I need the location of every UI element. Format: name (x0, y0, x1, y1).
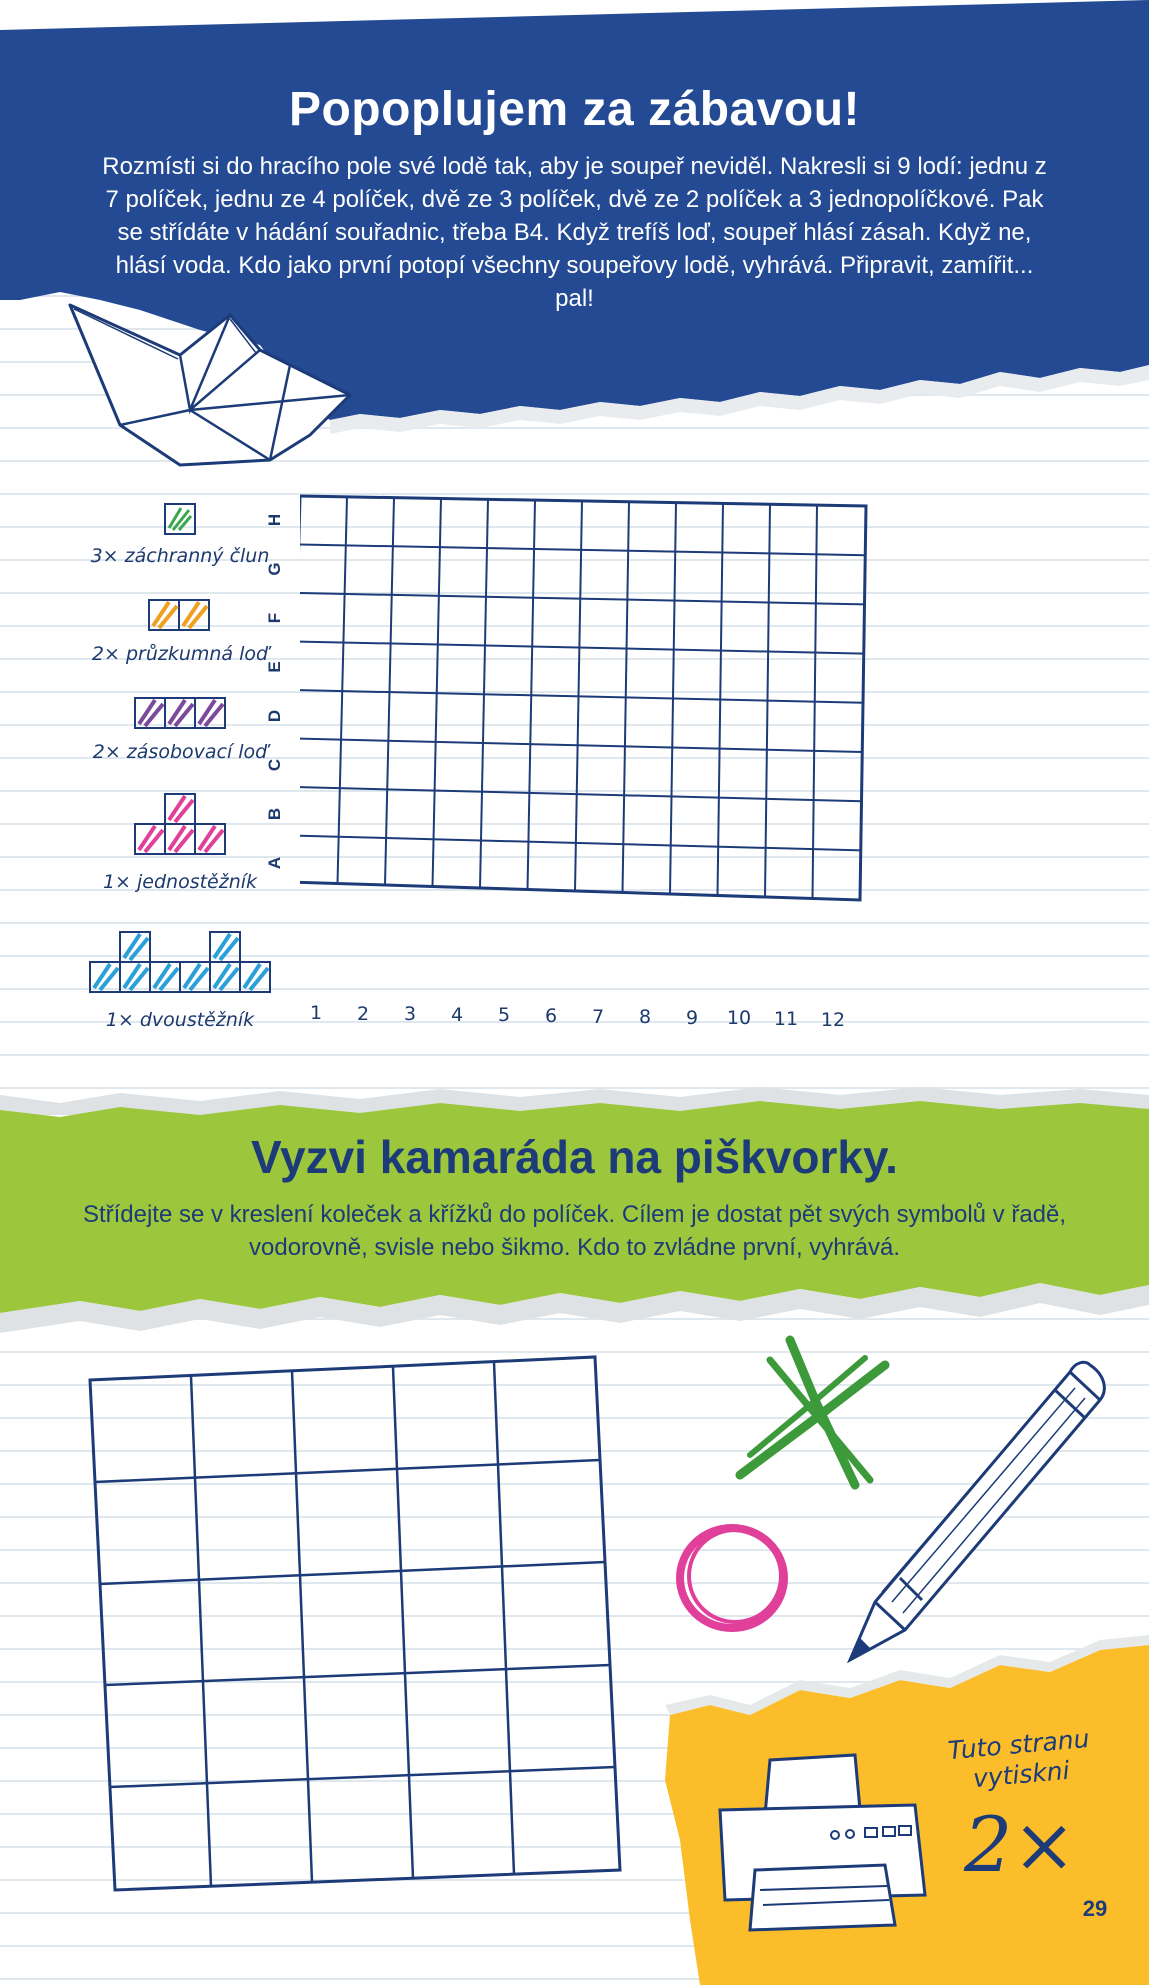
lifeboat-icon (155, 500, 205, 540)
print-times: 2× (963, 1800, 1077, 1889)
column-label: 7 (591, 1005, 605, 1028)
row-label: A (265, 856, 284, 870)
legend-label: 2× průzkumná loď (91, 643, 269, 665)
column-label: 8 (638, 1006, 652, 1029)
column-label: 2 (356, 1002, 370, 1025)
page-number: 29 (1082, 1896, 1108, 1921)
legend-label: 2× zásobovací loď (92, 741, 268, 763)
grid-row-line (300, 642, 864, 654)
legend-label: 3× záchranný člun (90, 545, 270, 567)
column-label: 12 (820, 1008, 846, 1031)
row-label: G (265, 562, 284, 576)
column-label: 10 (726, 1007, 752, 1030)
paper-boat-illustration (60, 295, 360, 480)
battleship-grid-lines (300, 490, 1100, 1000)
battleship-title: Popoplujem za zábavou! (288, 83, 861, 136)
single-mast-ship-icon (115, 790, 245, 866)
column-label: 1 (309, 1002, 323, 1024)
legend-item-two-mast (60, 928, 300, 1031)
ship-legend (60, 500, 300, 1060)
legend-item-scout-ship (60, 596, 300, 665)
battleship-grid-frame (300, 496, 866, 900)
column-label: 4 (450, 1003, 464, 1026)
row-label: H (265, 513, 284, 527)
legend-item-lifeboat (60, 500, 300, 567)
row-label: B (265, 807, 284, 821)
grid-row-line (300, 593, 865, 604)
battleship-instructions: Rozmísti si do hracího pole své lodě tak, aby je soupeř neviděl. Nakresli si 9 lodí: jednu z 7 políček, jednu ze 4 políček, dvě ze 3 políček, dvě ze 2 políček a 3 jednopolíčkové. Pak se střídáte v hádání souřadnic, třeba B4. Když trefíš loď, soupeř hlásí zásah. Když ne, hlásí voda. Kdo jako první potopí všechny soupeřovy lodě, vyhrává. Připravit, zamířit... pal! (102, 153, 1047, 312)
print-line-1: Tuto stranu (946, 1723, 1091, 1766)
row-label: E (265, 661, 284, 673)
grid-row-line (300, 739, 863, 753)
grid-row-line (300, 545, 865, 556)
column-label: 11 (773, 1008, 799, 1030)
legend-label: 1× dvoustěžník (105, 1009, 255, 1031)
scout-ship-icon (135, 596, 225, 638)
x-mark-icon (740, 1340, 885, 1485)
supply-ship-icon (115, 694, 245, 736)
legend-item-single-mast (60, 790, 300, 893)
grid-row-line (300, 690, 863, 703)
row-label: F (265, 612, 284, 624)
tictactoe-instructions: Střídejte se v kreslení koleček a křížků do políček. Cílem je dostat pět svých symbolů v řadě, vodorovně, svisle nebo šikmo. Kdo to zvládne první, vyhrává. (82, 1201, 1067, 1261)
tictactoe-grid-lines (85, 1345, 645, 1905)
grid-row-line (300, 836, 861, 851)
row-label: D (265, 709, 284, 723)
o-mark-icon (680, 1528, 784, 1628)
two-mast-ship-icon (80, 928, 280, 1004)
pencil-icon (850, 1362, 1104, 1660)
battleship-grid[interactable] (265, 490, 1100, 1050)
column-label: 6 (544, 1005, 558, 1027)
column-label: 9 (685, 1006, 699, 1029)
column-label: 5 (497, 1004, 511, 1027)
grid-row-line (300, 787, 862, 801)
tictactoe-grid[interactable] (85, 1345, 645, 1910)
print-line-2: vytiskni (971, 1755, 1071, 1794)
column-label: 3 (403, 1003, 417, 1026)
legend-item-supply-ship (60, 694, 300, 763)
legend-label: 1× jednostěžník (102, 871, 258, 893)
tictactoe-title: Vyzvi kamaráda na piškvorky. (251, 1131, 898, 1183)
row-label: C (265, 758, 284, 772)
